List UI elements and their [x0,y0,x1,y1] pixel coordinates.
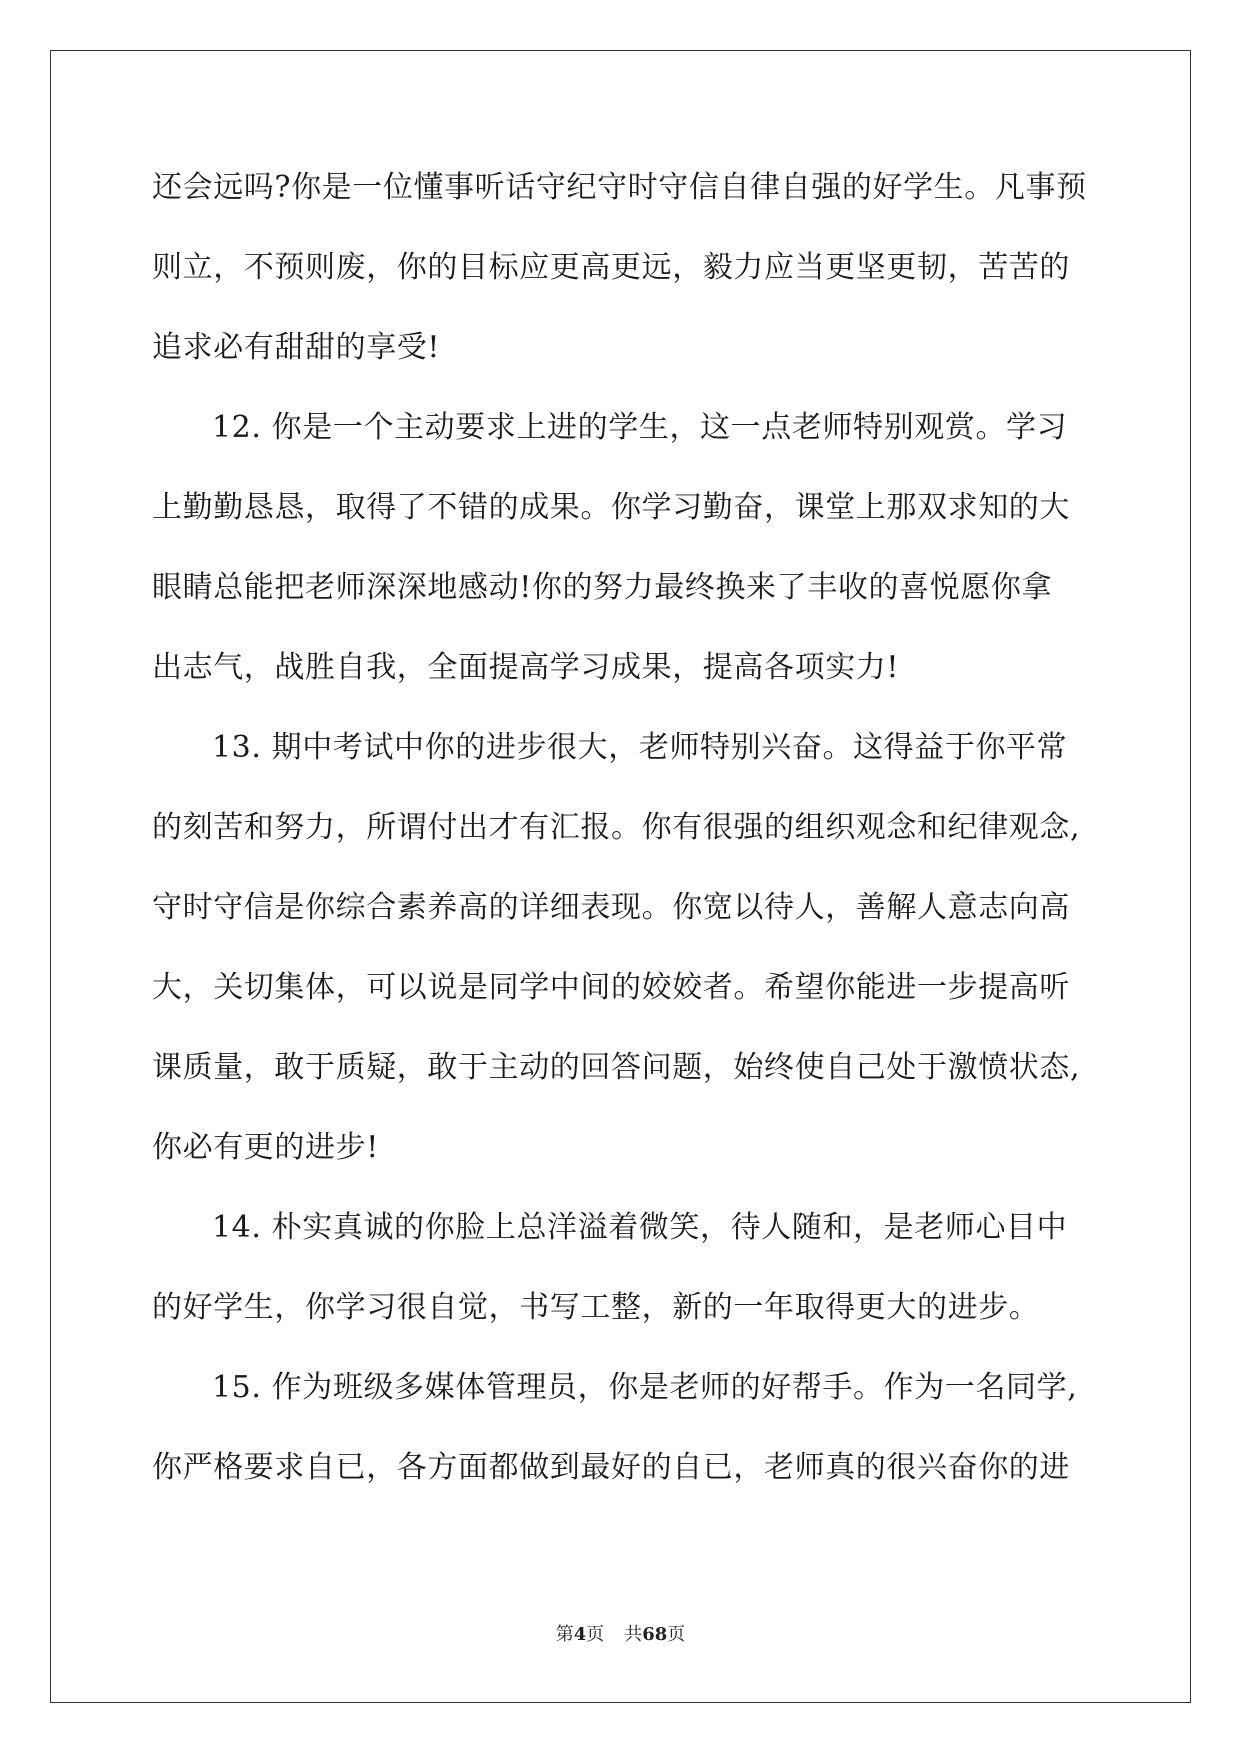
text-line: 你严格要求自已，各方面都做到最好的自已，老师真的很兴奋你的进 [152,1450,1070,1485]
page-prefix: 第 [555,1624,574,1645]
page-suffix: 页 [586,1624,605,1645]
text-line: 守时守信是你综合素养高的详细表现。你宽以待人，善解人意志向高 [152,890,1070,925]
paragraph-13-first-line: 13. 期中考试中你的进步很大，老师特别兴奋。这得益于你平常 [212,730,1068,765]
total-prefix: 共 [624,1624,643,1645]
text-line: 课质量，敢于质疑，敢于主动的回答问题，始终使自己处于激愤状态, [152,1050,1081,1085]
text-line: 还会远吗?你是一位懂事听话守纪守时守信自律自强的好学生。凡事预 [152,170,1087,205]
text-line: 的好学生，你学习很自觉，书写工整，新的一年取得更大的进步。 [152,1290,1040,1325]
text-line: 追求必有甜甜的享受! [152,330,441,365]
text-line: 上勤勤恳恳，取得了不错的成果。你学习勤奋，课堂上那双求知的大 [152,490,1070,525]
text-line: 出志气，战胜自我，全面提高学习成果，提高各项实力! [152,650,900,685]
page-footer [0,1620,1241,1646]
total-pages: 68 [642,1624,668,1645]
text-line: 眼睛总能把老师深深地感动!你的努力最终换来了丰收的喜悦愿你拿 [152,570,1053,605]
text-line: 则立，不预则废，你的目标应更高更远，毅力应当更坚更韧，苦苦的 [152,250,1070,285]
page-number: 4 [573,1624,587,1645]
paragraph-15-first-line: 15. 作为班级多媒体管理员，你是老师的好帮手。作为一名同学, [212,1370,1078,1405]
document-body [152,148,1092,1508]
paragraph-14-first-line: 14. 朴实真诚的你脸上总洋溢着微笑，待人随和，是老师心目中 [212,1210,1068,1245]
text-line: 的刻苦和努力，所谓付出才有汇报。你有很强的组织观念和纪律观念, [152,810,1081,845]
paragraph-12-first-line: 12. 你是一个主动要求上进的学生，这一点老师特别观赏。学习 [212,410,1068,445]
text-line: 大，关切集体，可以说是同学中间的姣姣者。希望你能进一步提高听 [152,970,1070,1005]
text-line: 你必有更的进步! [152,1130,379,1165]
total-suffix: 页 [667,1624,686,1645]
